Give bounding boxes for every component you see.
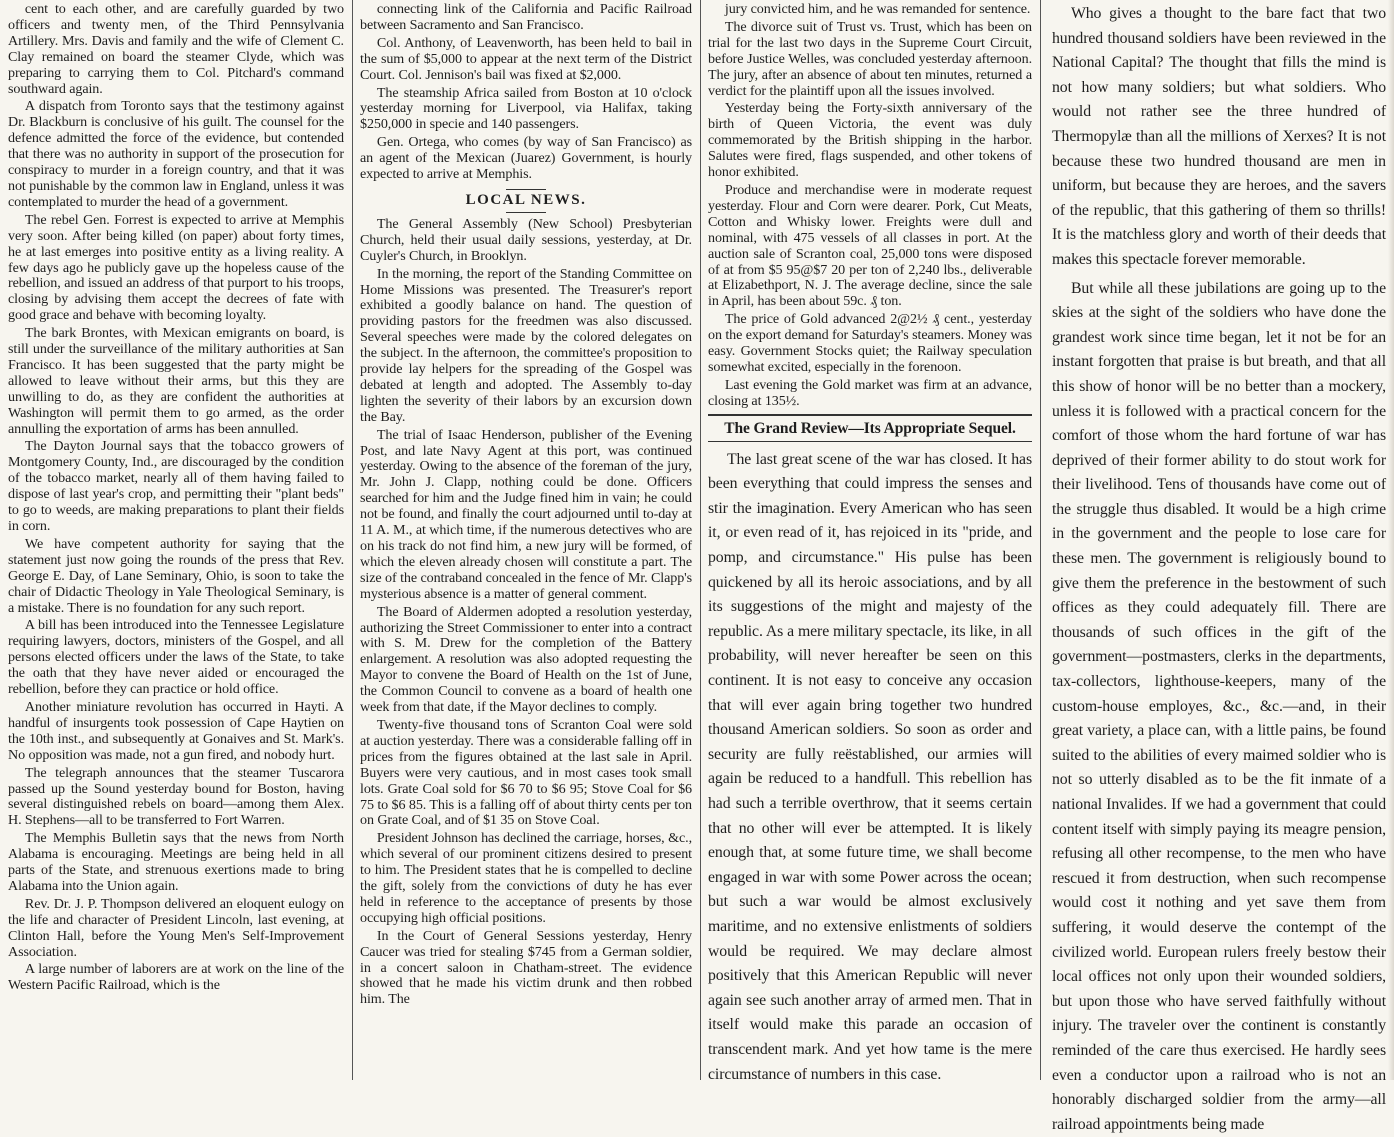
paragraph: Col. Anthony, of Leavenworth, has been held to bail in the sum of $5,000 to appear at the next term of the District Court. Col. Jennison's bail was fixed at $2,000.	[360, 34, 692, 83]
paragraph: A large number of laborers are at work on the line of the Western Pacific Railroad, which is the	[8, 961, 344, 994]
paragraph: We have competent authority for saying that the statement just now going the rounds of the press that Rev. George E. Day, of Lane Seminary, Ohio, is soon to take the chair of Didactic Theology in Yale Theological Seminary, is a mistake. There is no foundation for any such report.	[8, 535, 344, 616]
paragraph: But while all these jubilations are going up to the skies at the sight of the soldiers who have done the grandest work since time began, let it not be for an instant forgotten that praise is but breath, and that all this show of honor will be no better than a mockery, unless it is followed with a practical concern for the comfort of those whom the hard fortune of war has deprived of their former ability to do stout work for their livelihood. Tens of thousands have come out of the struggle thus disabled. It would be a high crime in the government and the people to lose care for these men. The government is religiously bound to give them the preference in the bestowment of such offices as they could adequately fill. There are thousands of such offices in the gift of the government—postmasters, clerks in the departments, tax-collectors, lighthouse-keepers, many of the custom-house employes, &c., &c.—and, in their great variety, a place can, with a little pains, be found suited to the abilities of every maimed soldier who is not so utterly disabled as to be the fit inmate of a national Invalides. If we had a government that could content itself with simply paying its meagre pension, refusing all other recompense, to the men who have rescued it from destruction, when such recompense would cost it nothing and yet save them from suffering, it would deserve the contempt of the civilized world. European rulers freely bestow their local offices not only upon their wounded soldiers, but upon those who have served faithfully without injury. The traveler over the continent is constantly reminded of the care thus exercised. He hardly sees even a conductor upon a railroad who is not an honorably discharged soldier from the army—all railroad appointments being made	[1052, 279, 1386, 1133]
editorial-body	[708, 448, 1032, 1087]
paragraph: Gen. Ortega, who comes (by way of San Francisco) as an agent of the Mexican (Juarez) Government, is hourly expected to arrive at Memphis.	[360, 134, 692, 183]
paragraph: A dispatch from Toronto says that the testimony against Dr. Blackburn is conclusive of his guilt. The counsel for the defence admitted the force of the evidence, but contended that there was no authority in support of the prosecution for conspiracy to murder in a foreign country, and that it was not punishable by the common law in England, unless it was contemplated to murder the head of a government.	[8, 98, 344, 210]
page-edge	[1388, 0, 1394, 1080]
paragraph: The price of Gold advanced 2@2½ ₰ cent., yesterday on the export demand for Saturday's steamers. Money was easy. Government Stocks quiet; the Railway speculation somewhat excited, especially in the forenoon.	[708, 311, 1032, 375]
column-2	[352, 0, 700, 1080]
column-4	[1040, 0, 1394, 1133]
paragraph: In the morning, the report of the Standing Committee on Home Missions was presented. The Treasurer's report exhibited a goodly balance on hand. The question of providing pastors for the freedmen was also discussed. Several speeches were made by the colored delegates on the subject. In the afternoon, the committee's proposition to provide lay helpers for the spreading of the Gospel was debated at length and adopted. The Assembly to-day lighten the severity of their labors by an excursion down the Bay.	[360, 265, 692, 425]
paragraph: The General Assembly (New School) Presbyterian Church, held their usual daily sessions, yesterday, at Dr. Cuyler's Church, in Brooklyn.	[360, 215, 692, 264]
paragraph: Last evening the Gold market was firm at an advance, closing at 135½.	[708, 376, 1032, 409]
paragraph: The bark Brontes, with Mexican emigrants on board, is still under the surveillance of the military authorities at San Francisco. It has been suggested that the party might be allowed to leave without their arms, but this they are unwilling to do, as they are confident the authorities at Washington will permit them to go armed, as the order annulling the exportation of arms has been annulled.	[8, 325, 344, 437]
paragraph: Produce and merchandise were in moderate request yesterday. Flour and Corn were dearer. Pork, Cut Meats, Cotton and Whisky lower. Freights were dull and nominal, with 475 vessels of all classes in port. At the auction sale of Scranton coal, 25,000 tons were disposed of at from $5 95@$7 20 per ton of 2,240 lbs., deliverable at Elizabethport, N. J. The average decline, since the sale in April, has been about 59c. ₰ ton.	[708, 181, 1032, 310]
paragraph: The telegraph announces that the steamer Tuscarora passed up the Sound yesterday bound for Boston, having several distinguished rebels on board—among them Alex. H. Stephens—all to be transferred to Fort Warren.	[8, 764, 344, 829]
paragraph: The divorce suit of Trust vs. Trust, which has been on trial for the last two days in the Supreme Court Circuit, before Justice Welles, was concluded yesterday afternoon. The jury, after an absence of about ten minutes, returned a verdict for the plaintiff upon all the issues involved.	[708, 18, 1032, 99]
column-1	[0, 0, 352, 1080]
paragraph: In the Court of General Sessions yesterday, Henry Caucer was tried for stealing $745 from a German soldier, in a concert saloon in Chatham-street. The evidence showed that he made his victim drunk and then robbed him. The	[360, 927, 692, 1008]
paragraph: The Dayton Journal says that the tobacco growers of Montgomery County, Ind., are discouraged by the condition of the tobacco market, nearly all of them having failed to dispose of last year's crop, and permitting their "plant beds" to go to weeds, are making preparations to plant their fields in corn.	[8, 438, 344, 534]
paragraph: A bill has been introduced into the Tennessee Legislature requiring lawyers, doctors, ministers of the Gospel, and all persons elected officers under the laws of the State, to take the oath that they have never aided or encouraged the rebellion, before they can practice or hold office.	[8, 617, 344, 698]
paragraph: The Memphis Bulletin says that the news from North Alabama is encouraging. Meetings are being held in all parts of the State, and strenuous exertions made to bring Alabama into the Union again.	[8, 830, 344, 894]
column-3	[700, 0, 1040, 1083]
paragraph: Rev. Dr. J. P. Thompson delivered an eloquent eulogy on the life and character of President Lincoln, last evening, at Clinton Hall, before the Young Men's Self-Improvement Association.	[8, 895, 344, 960]
paragraph: The rebel Gen. Forrest is expected to arrive at Memphis very soon. After being killed (on paper) about forty times, he at last emerges into positive entity as a living reality. A few days ago he publicly gave up the hopeless cause of the rebellion, and issued an address of that purport to his troops, closing by advising them accept the decrees of fate with good grace and behave with becoming loyalty.	[8, 211, 344, 324]
paragraph: The trial of Isaac Henderson, publisher of the Evening Post, and late Navy Agent at this port, was continued yesterday. Owing to the absence of the foreman of the jury, Mr. John J. Clapp, nothing could be done. Officers searched for him and the Judge fined him in vain; he could not be found, and finally the court adjourned until to-day at 11 A. M., at which time, if the numerous detectives who are on his track do not find him, a new jury will be formed, of which the eleven already chosen will constitute a part. The size of the contraband concealed in the fence of Mr. Clapp's mysterious absence is a matter of general comment.	[360, 426, 692, 602]
paragraph: The steamship Africa sailed from Boston at 10 o'clock yesterday morning for Liverpool, via Halifax, taking $250,000 in specie and 140 passengers.	[360, 84, 692, 133]
paragraph: The Board of Aldermen adopted a resolution yesterday, authorizing the Street Commissioner to enter into a contract with S. M. Drew for the completion of the Battery enlargement. A resolution was also adopted requesting the Mayor to convene the Board of Health on the 1st of June, the Common Council to convene as a board of health one week from that date, if the Mayor declines to comply.	[360, 603, 692, 716]
paragraph: connecting link of the California and Pacific Railroad between Sacramento and San Francisco.	[360, 1, 692, 33]
local-news-heading: LOCAL NEWS.	[360, 189, 692, 213]
paragraph: cent to each other, and are carefully guarded by two officers and twenty men, of the Third Pennsylvania Artillery. Mrs. Davis and family and the wife of Clement C. Clay remained on board the steamer Clyde, which was preparing to carrying them to Col. Pitchard's command southward again.	[8, 1, 344, 97]
editorial-heading: The Grand Review—Its Appropriate Sequel.	[708, 414, 1032, 442]
paragraph: jury convicted him, and he was remanded for sentence.	[724, 1, 1031, 17]
paragraph: President Johnson has declined the carriage, horses, &c., which several of our prominent citizens desired to present to him. The President states that he is compelled to decline the gift, solely from the convictions of duty he has ever held in reference to the acceptance of presents by those occupying high official positions.	[360, 830, 692, 926]
paragraph: The last great scene of the war has closed. It has been everything that could impress the senses and stir the imagination. Every American who has seen it, or even read of it, has rejoiced in its "pride, and pomp, and circumstance." His pulse has been quickened by all its heroic associations, and by all its suggestions of the might and majesty of the republic. As a mere military spectacle, its like, in all probability, will never hereafter be seen on this continent. It is not easy to conceive any occasion that will ever again bring together two hundred thousand American soldiers. So soon as order and security are fully reëstablished, our armies will again be reduced to a handfull. This rebellion has had such a terrible overthrow, that it seems certain that no other will ever be attempted. It is likely enough that, at some future time, we shall become engaged in war with some Power across the ocean; but such a war would be almost exclusively maritime, and no extensive enlistments of soldiers would be required. We may declare almost positively that this American Republic will never again see such another array of armed men. That in itself would make this parade an occasion of transcendent mark. And yet how tame is the mere circumstance of numbers in this case.	[708, 450, 1032, 1083]
paragraph: Twenty-five thousand tons of Scranton Coal were sold at auction yesterday. There was a considerable falling off in prices from the figures obtained at the last sale in April. Buyers were very cautious, and in most cases took small lots. Grate Coal sold for $6 70 to $6 95; Stove Coal for $6 75 to $6 85. This is a falling off of about thirty cents per ton on Grate Coal, and of $1 35 on Stove Coal.	[360, 716, 692, 829]
paragraph: Another miniature revolution has occurred in Hayti. A handful of insurgents took possession of Cape Haytien on the 10th inst., and subsequently at Gonaives and St. Mark's. No opposition was made, not a gun fired, and nobody hurt.	[8, 698, 344, 763]
paragraph: Yesterday being the Forty-sixth anniversary of the birth of Queen Victoria, the event was duly commemorated by the British shipping in the harbor. Salutes were fired, flags suspended, and other tokens of honor exhibited.	[708, 100, 1032, 181]
paragraph: Who gives a thought to the bare fact that two hundred thousand soldiers have been reviewed in the National Capital? The thought that fills the mind is not how many soldiers; but what soldiers. Who would not rather see the three hundred of Thermopylæ than all the millions of Xerxes? It is not because these two hundred thousand are men in uniform, but because they are heroes, and the savers of the republic, that this gathering of them so thrills! It is the matchless glory and worth of their deeds that makes this spectacle forever memorable.	[1052, 5, 1386, 268]
